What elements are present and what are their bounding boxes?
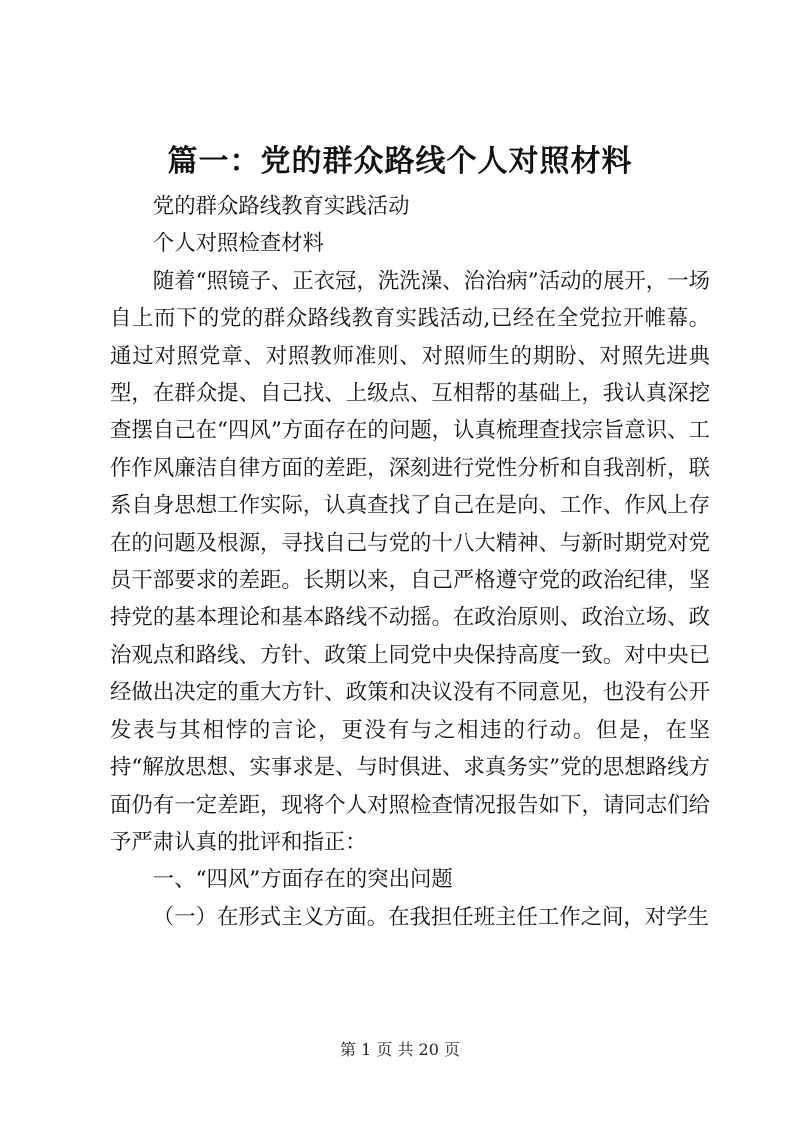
subtitle-line-2: 个人对照检查材料: [152, 231, 324, 257]
document-body: [110, 188, 710, 936]
section-heading: 一、“四风”方面存在的突出问题: [152, 867, 453, 893]
body-paragraph: 随着“照镜子、正衣冠，洗洗澡、治治病”活动的展开，一场自上而下的党的群众路线教育实践活动,已经在全党拉开帷幕。通过对照党章、对照教师准则、对照师生的期盼、对照先进典型，在群众提、自己找、上级点、互相帮的基础上，我认真深挖查摆自己在“四风”方面存在的问题，认真梳理查找宗旨意识、工作作风廉洁自律方面的差距，深刻进行党性分析和自我剖析，联系自身思想工作实际，认真查找了自己在是向、工作、作风上存在的问题及根源，寻找自己与党的十八大精神、与新时期党对党员干部要求的差距。长期以来，自己严格遵守党的政治纪律，坚持党的基本理论和基本路线不动摇。在政治原则、政治立场、政治观点和路线、方针、政策上同党中央保持高度一致。对中央已经做出决定的重大方针、政策和决议没有不同意见，也没有公开发表与其相悖的言论，更没有与之相违的行动。但是，在坚持“解放思想、实事求是、与时俱进、求真务实”党的思想路线方面仍有一定差距，现将个人对照检查情况报告如下，请同志们给予严肃认真的批评和指正：: [110, 268, 710, 855]
page-footer: 第 1 页 共 20 页: [340, 1040, 460, 1059]
subtitle-line-1: 党的群众路线教育实践活动: [152, 194, 410, 219]
document-title: 篇一：党的群众路线个人对照材料: [167, 144, 633, 179]
section-item: （一）在形式主义方面。在我担任班主任工作之间，对学生: [152, 904, 709, 930]
